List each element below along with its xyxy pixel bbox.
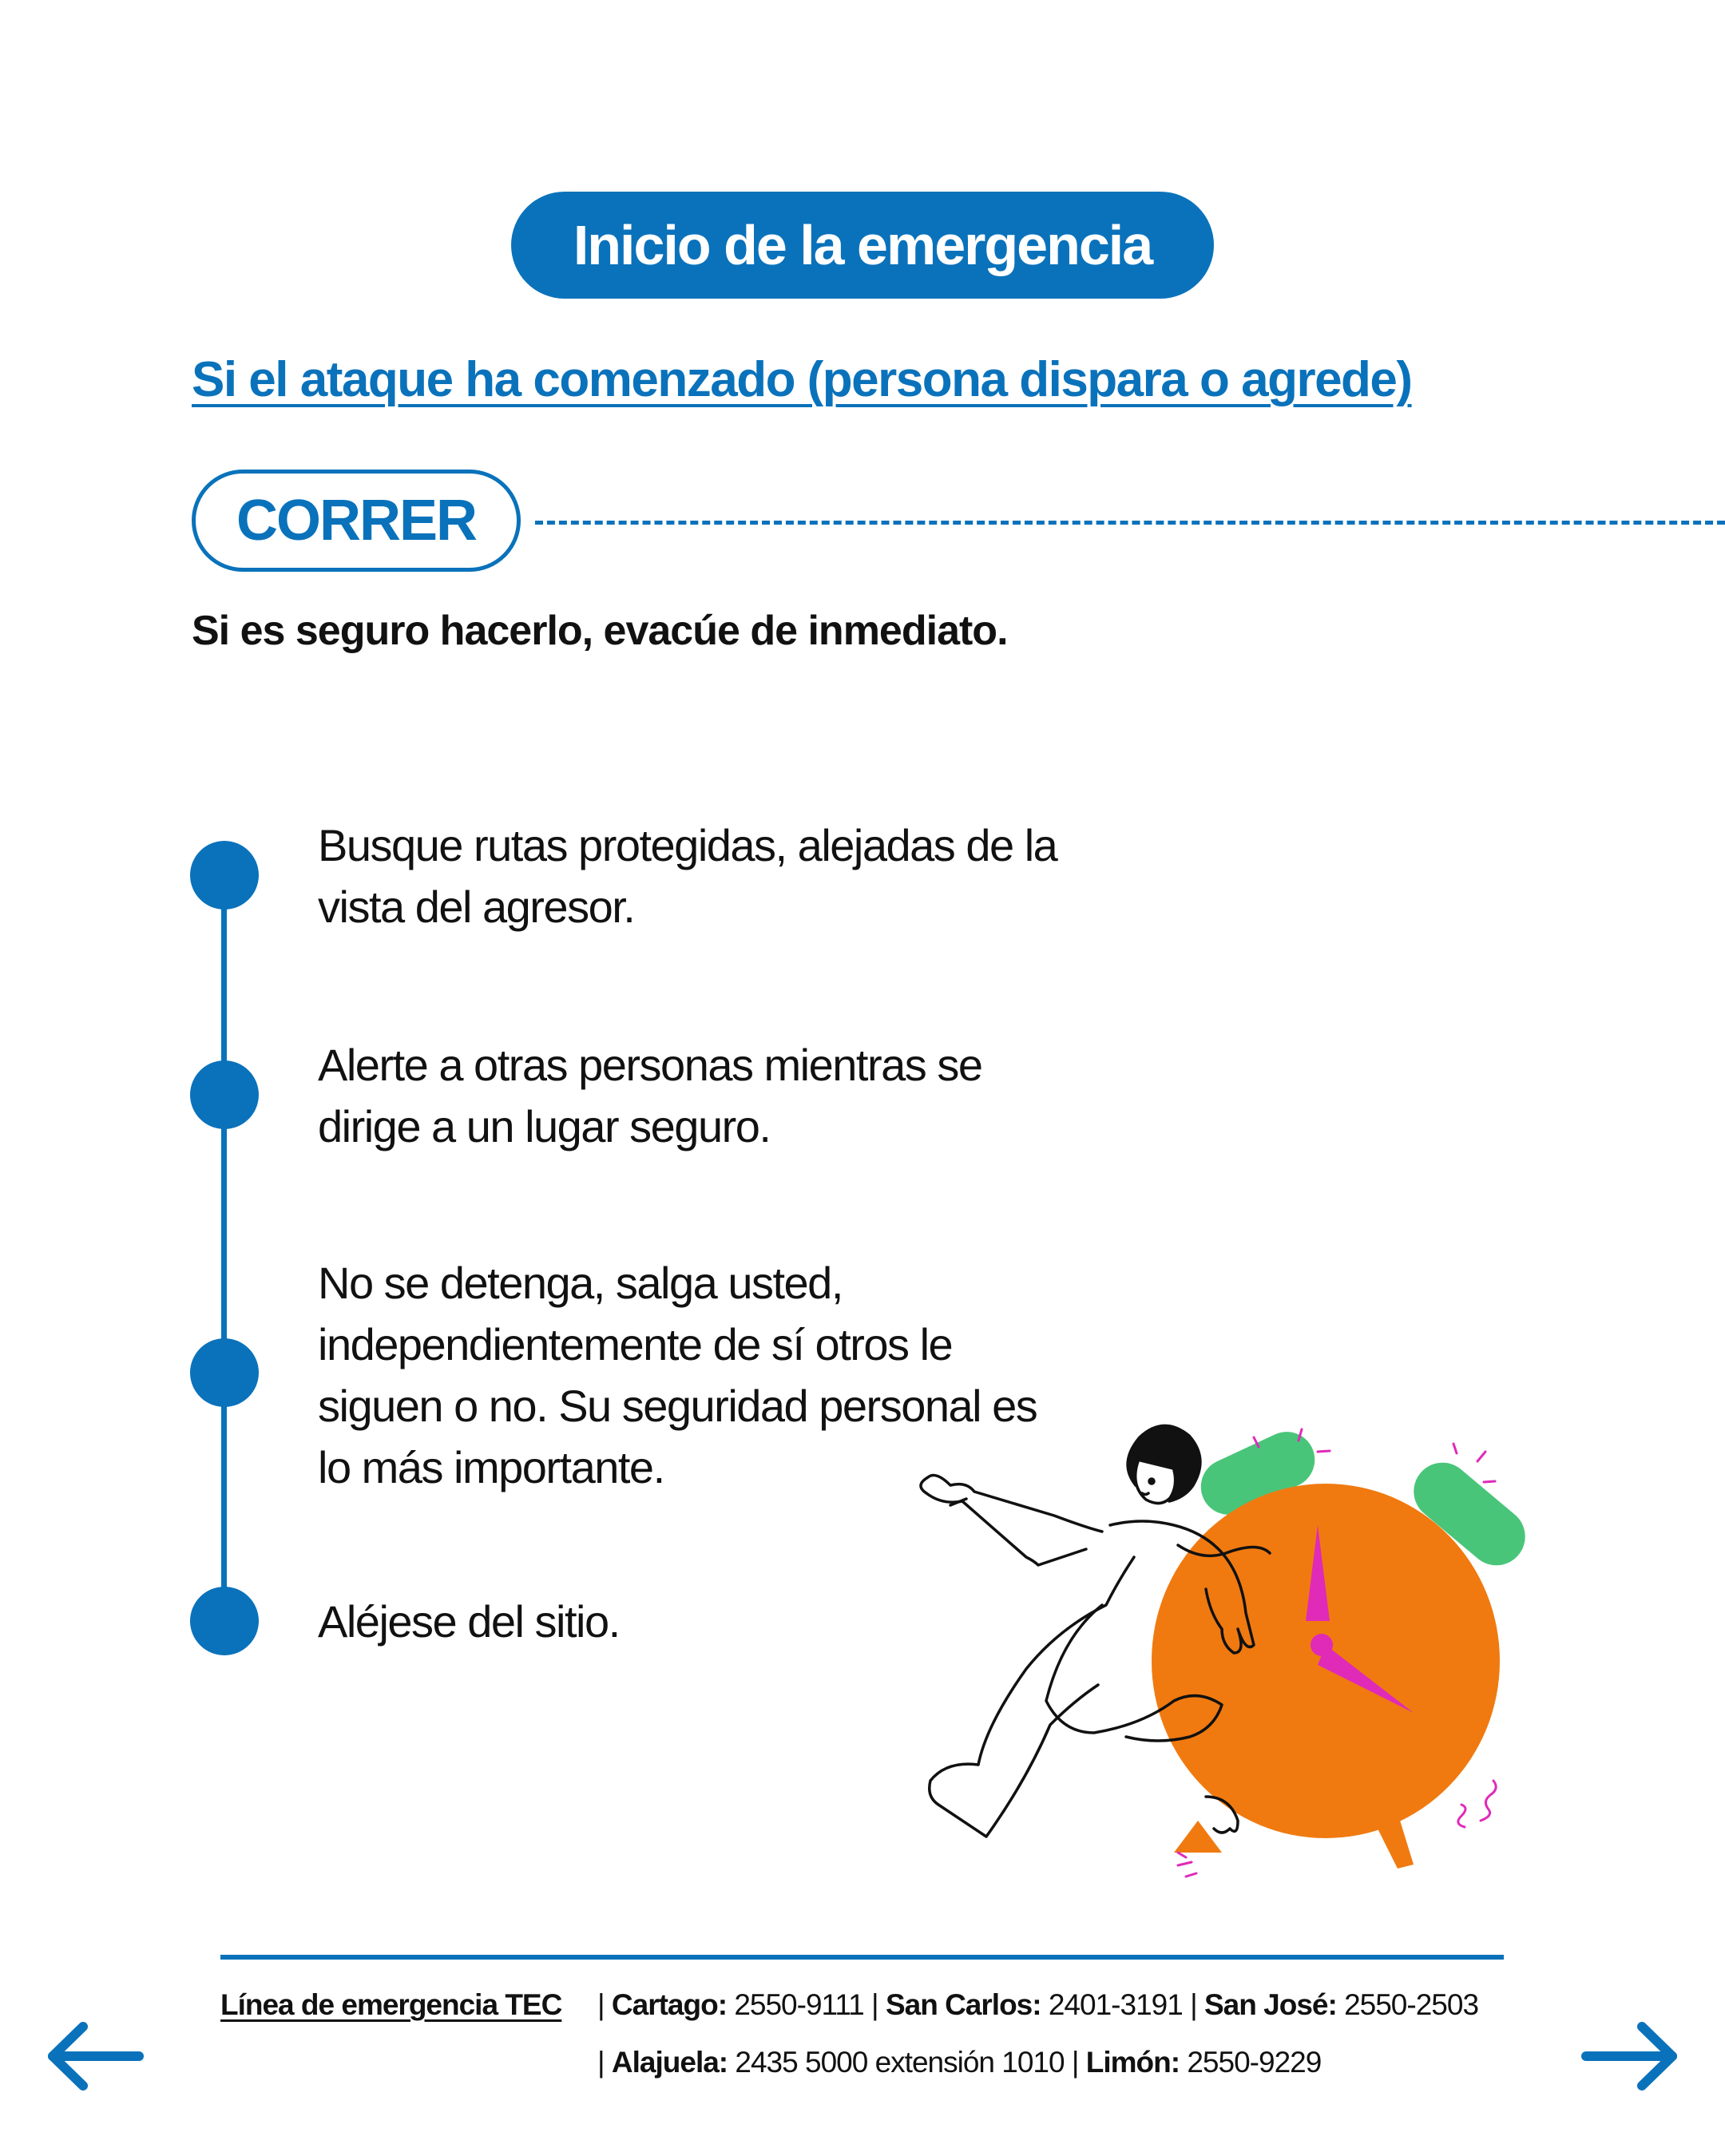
correr-badge (192, 470, 521, 572)
contact-label: Cartago: (611, 1988, 728, 2021)
contact-number: 2550-2503 (1344, 1988, 1479, 2021)
separator: | (597, 1988, 605, 2021)
step-text-line: independientemente de sí otros le (318, 1319, 953, 1369)
step-text-line: vista del agresor. (318, 882, 635, 932)
clock-leg-left (1174, 1821, 1222, 1853)
timeline-dot (190, 1060, 259, 1129)
contact-label: San José: (1204, 1988, 1337, 2021)
lead-instruction: Si es seguro hacerlo, evacúe de inmediato. (192, 608, 1008, 654)
contact-label: Alajuela: (611, 2046, 728, 2079)
contact-label: San Carlos: (885, 1988, 1041, 2021)
arrow-left-icon[interactable] (43, 2020, 147, 2092)
contacts-line-1 (597, 1988, 1478, 2022)
contact-number: 2550-9229 (1187, 2046, 1322, 2079)
step-item (318, 814, 1116, 937)
separator: | (871, 1988, 878, 2021)
separator: | (1071, 2046, 1079, 2079)
step-item (318, 1034, 1116, 1157)
contact-number: 2401-3191 (1048, 1988, 1183, 2021)
footer-divider (220, 1955, 1504, 1960)
step-text-line: Aléjese del sitio. (318, 1596, 620, 1647)
correr-label: CORRER (236, 489, 476, 553)
timeline-line (221, 874, 227, 1621)
arrow-right-icon[interactable] (1578, 2020, 1682, 2092)
dashed-divider (535, 521, 1725, 525)
step-text-line: dirige a un lugar seguro. (318, 1101, 771, 1151)
timeline-dot (190, 841, 259, 910)
separator: | (597, 2046, 605, 2079)
page-title: Inicio de la emergencia (573, 214, 1152, 276)
step-text-line: No se detenga, salga usted, (318, 1258, 843, 1308)
step-text-line: siguen o no. Su seguridad personal es (318, 1381, 1037, 1431)
step-text-line: lo más importante. (318, 1442, 664, 1492)
clock-center (1311, 1634, 1333, 1656)
contacts-line-2 (597, 2046, 1321, 2079)
emergency-line-title: Línea de emergencia TEC (220, 1988, 562, 2021)
step-text-line: Busque rutas protegidas, alejadas de la (318, 820, 1057, 870)
contact-number: 2435 5000 extensión 1010 (735, 2046, 1065, 2079)
timeline-dot (190, 1338, 259, 1407)
contact-number: 2550-9111 (734, 1988, 864, 2021)
separator: | (1190, 1988, 1197, 2021)
timeline-dot (190, 1587, 259, 1655)
scenario-subtitle: Si el ataque ha comenzado (persona dispara o agrede) (192, 352, 1412, 407)
step-text-line: Alerte a otras personas mientras se (318, 1040, 982, 1090)
section-title-pill (511, 192, 1214, 299)
running-person-clock-illustration (902, 1405, 1541, 1916)
contact-label: Limón: (1085, 2046, 1180, 2079)
